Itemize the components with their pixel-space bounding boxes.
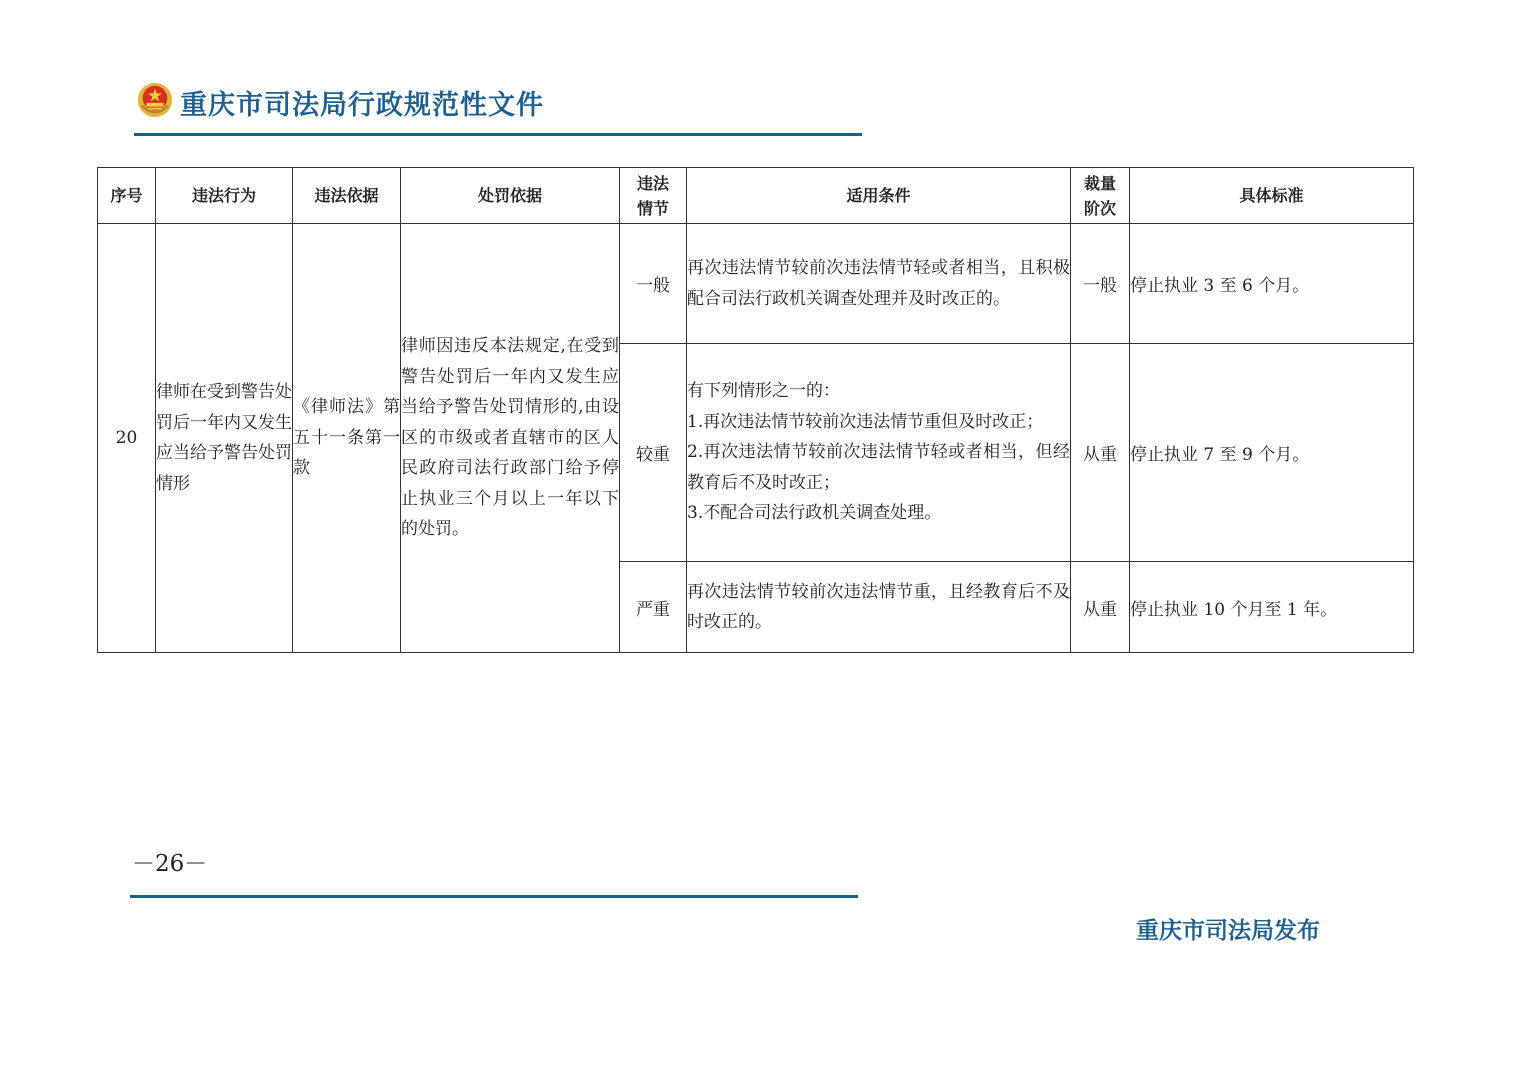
header-violation: 违法行为 (156, 168, 293, 224)
table-header-row (98, 168, 1414, 224)
table-row (98, 224, 1414, 344)
penalty-discretion-table (97, 167, 1414, 653)
cell-conditions-serious (687, 344, 1071, 562)
header-legal-basis: 违法依据 (293, 168, 401, 224)
publisher-label: 重庆市司法局发布 (1136, 918, 1320, 944)
condition-line: 1.再次违法情节较前次违法情节重但及时改正； (687, 411, 1044, 432)
cell-level-serious: 从重 (1071, 344, 1130, 562)
cell-level-general: 一般 (1071, 224, 1130, 344)
cell-penalty-basis: 律师因违反本法规定,在受到警告处罚后一年内又发生应当给予警告处罚情形的,由设区的市级或者直辖市的区人民政府司法行政部门给予停止执业三个月以上一年以下的处罚。 (401, 224, 620, 653)
condition-line: 3.不配合司法行政机关调查处理。 (687, 503, 942, 524)
cell-standard-general: 停止执业 3 至 6 个月。 (1130, 224, 1414, 344)
cell-level-severe: 从重 (1071, 562, 1130, 653)
header-standard: 具体标准 (1130, 168, 1414, 224)
footer-divider (130, 895, 858, 898)
cell-conditions-severe: 再次违法情节较前次违法情节重，且经教育后不及时改正的。 (687, 562, 1071, 653)
header-penalty-basis: 处罚依据 (401, 168, 620, 224)
header-discretion-level: 裁量阶次 (1071, 168, 1130, 224)
cell-standard-severe: 停止执业 10 个月至 1 年。 (1130, 562, 1414, 653)
document-header (134, 78, 862, 140)
cell-index: 20 (98, 224, 156, 653)
header-divider (134, 133, 862, 136)
header-circumstance: 违法情节 (620, 168, 687, 224)
cell-conditions-general: 再次违法情节较前次违法情节轻或者相当，且积极配合司法行政机关调查处理并及时改正的。 (687, 224, 1071, 344)
national-emblem-icon (136, 81, 174, 119)
cell-circumstance-serious: 较重 (620, 344, 687, 562)
cell-circumstance-general: 一般 (620, 224, 687, 344)
header-index: 序号 (98, 168, 156, 224)
condition-line: 2.再次违法情节较前次违法情节轻或者相当，但经教育后不及时改正； (687, 442, 1070, 493)
cell-standard-serious: 停止执业 7 至 9 个月。 (1130, 344, 1414, 562)
header-conditions: 适用条件 (687, 168, 1071, 224)
cell-circumstance-severe: 严重 (620, 562, 687, 653)
condition-line: 有下列情形之一的： (687, 381, 840, 402)
cell-violation: 律师在受到警告处罚后一年内又发生应当给予警告处罚情形 (156, 224, 293, 653)
header-title: 重庆市司法局行政规范性文件 (180, 90, 544, 121)
cell-legal-basis: 《律师法》第五十一条第一款 (293, 224, 401, 653)
page-number: －26－ (132, 851, 208, 877)
